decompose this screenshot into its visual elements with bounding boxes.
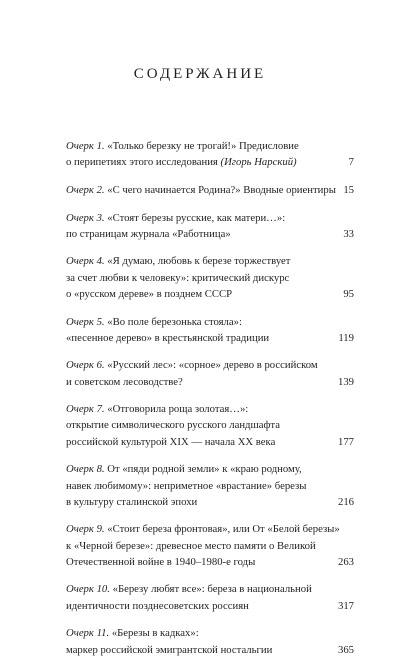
toc-entry-line bbox=[66, 138, 354, 154]
toc-entry-line bbox=[66, 642, 354, 658]
toc-entry-line bbox=[66, 417, 354, 433]
toc-entry-text bbox=[66, 644, 302, 656]
toc-entry-text bbox=[66, 627, 199, 639]
chapter-title-line: навек любимому»: неприметное «врастание» березы bbox=[66, 479, 307, 492]
toc-entry-line bbox=[66, 253, 354, 269]
toc-entry-line bbox=[66, 598, 354, 614]
chapter-author: (Игорь Нарский) bbox=[220, 156, 297, 169]
page-number: 33 bbox=[343, 227, 354, 240]
chapter-title-line: о «русском дереве» в позднем СССР bbox=[66, 287, 233, 300]
toc-entry[interactable] bbox=[66, 357, 354, 389]
chapter-title-line: «С чего начинается Родина?» Вводные ориентиры bbox=[107, 183, 336, 196]
toc-entry-text bbox=[66, 228, 261, 240]
toc-entry-text bbox=[66, 272, 289, 284]
chapter-title-line: о перипетиях этого исследования bbox=[66, 156, 221, 169]
toc-entry[interactable] bbox=[66, 210, 354, 242]
page-number: 15 bbox=[343, 183, 354, 196]
toc-entry[interactable] bbox=[66, 461, 354, 510]
chapter-title-line: «Березы в кадках»: bbox=[111, 627, 199, 640]
chapter-label: Очерк 4. bbox=[66, 255, 105, 268]
chapter-label: Очерк 8. bbox=[66, 463, 105, 476]
page-number: 365 bbox=[337, 643, 354, 656]
toc-entry-text bbox=[66, 540, 316, 552]
chapter-title-line: российской культурой XIX — начала XX века bbox=[66, 435, 276, 448]
toc-entry-line bbox=[66, 581, 354, 597]
chapter-title-line: за счет любви к человеку»: критический дискурс bbox=[66, 271, 290, 284]
toc-entry-line bbox=[66, 494, 354, 510]
toc-entry-text bbox=[66, 480, 306, 492]
toc-entry[interactable] bbox=[66, 253, 354, 302]
page-number: 317 bbox=[337, 599, 354, 612]
chapter-title-line: идентичности позднесоветских россиян bbox=[66, 599, 249, 612]
toc-entry-line bbox=[66, 210, 354, 226]
toc-entry-line bbox=[66, 226, 354, 242]
toc-entry-text bbox=[66, 288, 262, 300]
toc-entry[interactable] bbox=[66, 581, 354, 613]
toc-entry-line bbox=[66, 434, 354, 450]
toc-entry-text bbox=[66, 359, 318, 371]
toc-entry-line bbox=[66, 401, 354, 417]
toc-entry[interactable] bbox=[66, 314, 354, 346]
page-number: 216 bbox=[337, 495, 354, 508]
toc-entry-text bbox=[66, 376, 213, 388]
toc-entry-line bbox=[66, 314, 354, 330]
chapter-title-line: «Только березку не трогай!» Предисловие bbox=[107, 140, 299, 152]
toc-entry-text bbox=[66, 255, 290, 267]
toc-entry-line bbox=[66, 478, 354, 494]
page-number: 139 bbox=[337, 375, 354, 388]
toc-entry-text bbox=[66, 436, 305, 448]
toc-entry-text bbox=[66, 140, 299, 152]
toc-entry-text bbox=[66, 419, 280, 431]
chapter-label: Очерк 1. bbox=[66, 140, 105, 152]
toc-entry-line bbox=[66, 521, 354, 537]
chapter-title-line: к «Черной березе»: древесное место памяти о Великой bbox=[66, 539, 316, 552]
chapter-title-line: и советском лесоводстве? bbox=[66, 375, 183, 388]
chapter-title-line: «Березу любят все»: береза в национальной bbox=[112, 583, 312, 596]
chapter-title-line: «Я думаю, любовь к березе торжествует bbox=[107, 255, 291, 268]
toc-entry-text bbox=[66, 332, 299, 344]
toc-entry-text bbox=[66, 403, 248, 415]
toc-entry[interactable] bbox=[66, 138, 354, 170]
toc-entry-text bbox=[66, 156, 327, 168]
chapter-label: Очерк 10. bbox=[66, 583, 110, 596]
chapter-label: Очерк 5. bbox=[66, 315, 105, 328]
chapter-label: Очерк 7. bbox=[66, 403, 105, 416]
chapter-title-line: «Отговорила роща золотая…»: bbox=[107, 403, 249, 416]
chapter-label: Очерк 3. bbox=[66, 211, 105, 224]
toc-entry-text bbox=[66, 600, 279, 612]
toc-entry-text bbox=[66, 316, 242, 328]
page-title: СОДЕРЖАНИЕ bbox=[133, 66, 267, 82]
toc-entry-text bbox=[66, 523, 340, 535]
toc-entry-text bbox=[66, 556, 285, 568]
toc-entry[interactable] bbox=[66, 401, 354, 450]
chapter-title-line: «Русский лес»: «сорное» дерево в российском bbox=[107, 359, 318, 372]
chapter-title-line: «Во поле березонька стояла»: bbox=[107, 315, 242, 328]
toc-entry-text bbox=[66, 212, 285, 224]
toc-entry-line bbox=[66, 554, 354, 570]
toc-entry-line bbox=[66, 374, 354, 390]
chapter-title-line: маркер российской эмигрантской ностальгии bbox=[66, 643, 273, 656]
toc-entry-line bbox=[66, 625, 354, 641]
toc-entry-line bbox=[66, 461, 354, 477]
page-number: 177 bbox=[337, 435, 354, 448]
toc-entry[interactable] bbox=[66, 182, 354, 198]
chapter-label: Очерк 2. bbox=[66, 183, 105, 196]
chapter-title-line: «Стоят березы русские, как матери…»: bbox=[107, 211, 286, 224]
chapter-title-line: открытие символического русского ландшафта bbox=[66, 419, 280, 432]
page-number: 263 bbox=[337, 555, 354, 568]
toc-entry-text bbox=[66, 184, 366, 196]
chapter-title-line: «Стоит береза фронтовая», или От «Белой березы» bbox=[107, 523, 340, 536]
chapter-title-line: От «пяди родной земли» к «краю родному, bbox=[107, 463, 302, 476]
toc-entry-line bbox=[66, 357, 354, 373]
page-number: 119 bbox=[338, 331, 354, 344]
toc-entry-text bbox=[66, 583, 312, 595]
chapter-title-line: в культуру сталинской эпохи bbox=[66, 495, 198, 508]
toc-entry-line bbox=[66, 330, 354, 346]
toc-entry-line bbox=[66, 154, 354, 170]
page-number: 95 bbox=[343, 287, 354, 300]
chapter-title-line: «песенное дерево» в крестьянской традиции bbox=[66, 331, 270, 344]
toc-entry[interactable] bbox=[66, 521, 354, 570]
toc-entry-line bbox=[66, 538, 354, 554]
table-of-contents bbox=[66, 138, 354, 669]
chapter-title-line: по страницам журнала «Работница» bbox=[66, 227, 231, 240]
chapter-label: Очерк 6. bbox=[66, 359, 105, 372]
chapter-label: Очерк 9. bbox=[66, 523, 105, 536]
toc-entry-text bbox=[66, 463, 302, 475]
toc-entry-text bbox=[66, 496, 227, 508]
chapter-title-line: Отечественной войне в 1940–1980-е годы bbox=[66, 555, 256, 568]
toc-entry[interactable] bbox=[66, 625, 354, 657]
toc-entry-line bbox=[66, 182, 354, 198]
chapter-label: Очерк 11. bbox=[66, 627, 110, 640]
toc-entry-line bbox=[66, 270, 354, 286]
toc-entry-line bbox=[66, 286, 354, 302]
page-number: 7 bbox=[348, 156, 354, 169]
